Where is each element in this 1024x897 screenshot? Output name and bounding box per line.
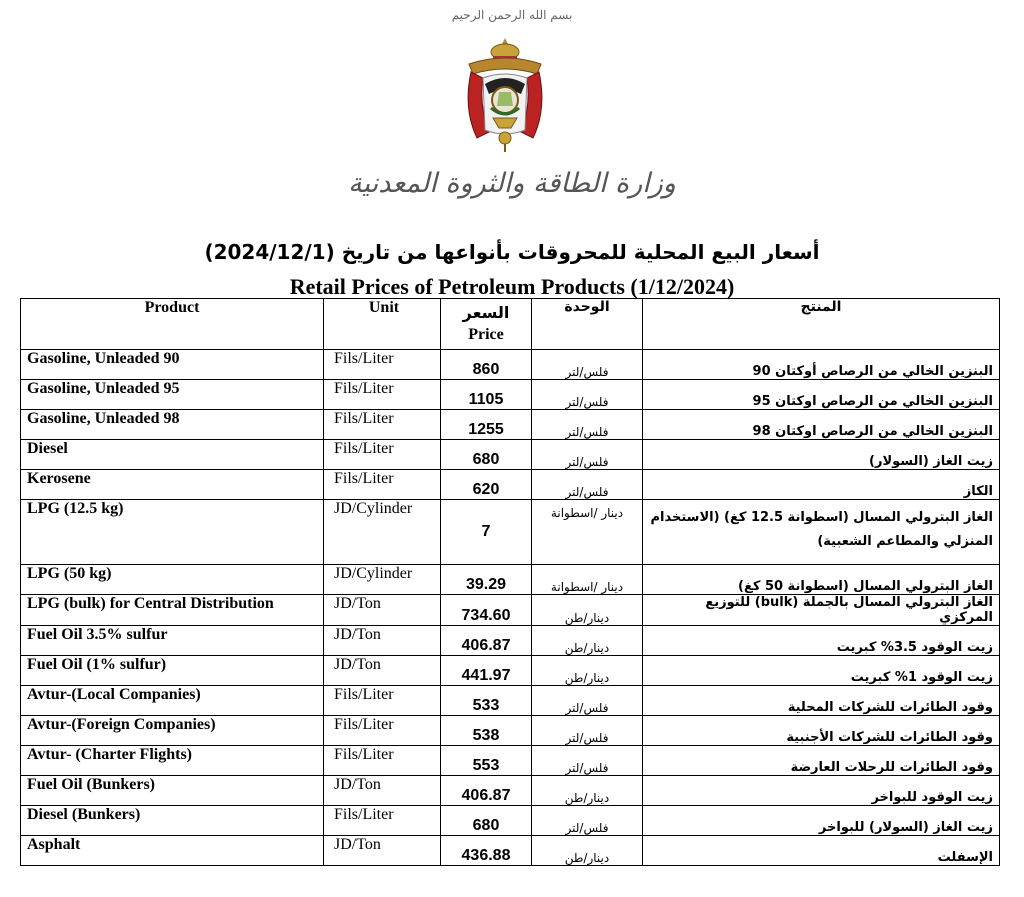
table-row — [21, 656, 1000, 686]
table-row — [21, 410, 1000, 440]
product-arabic-cell: الكاز — [643, 470, 1000, 500]
table-header-row — [21, 299, 1000, 350]
price-cell: 1105 — [441, 380, 532, 410]
unit-arabic-cell: فلس/لتر — [532, 440, 643, 470]
product-arabic-cell: البنزين الخالي من الرصاص اوكتان 95 — [643, 380, 1000, 410]
unit-cell: Fils/Liter — [324, 716, 441, 746]
product-cell: Fuel Oil (1% sulfur) — [21, 656, 324, 686]
unit-arabic-cell: دينار/طن — [532, 656, 643, 686]
product-cell: Diesel (Bunkers) — [21, 806, 324, 836]
product-arabic-cell: الإسفلت — [643, 836, 1000, 866]
product-cell: Gasoline, Unleaded 90 — [21, 350, 324, 380]
product-arabic-cell: وقود الطائرات للشركات المحلية — [643, 686, 1000, 716]
unit-arabic-cell: فلس/لتر — [532, 686, 643, 716]
unit-cell: JD/Ton — [324, 626, 441, 656]
document-title-arabic: أسعار البيع المحلية للمحروقات بأنواعها من تاريخ (2024/12/1) — [204, 240, 820, 264]
unit-cell: Fils/Liter — [324, 440, 441, 470]
product-arabic-cell: زيت الوقود للبواخر — [643, 776, 1000, 806]
price-cell: 538 — [441, 716, 532, 746]
price-cell: 441.97 — [441, 656, 532, 686]
unit-arabic-cell: فلس/لتر — [532, 716, 643, 746]
price-cell: 533 — [441, 686, 532, 716]
product-cell: LPG (bulk) for Central Distribution — [21, 595, 324, 626]
product-cell: Avtur-(Local Companies) — [21, 686, 324, 716]
product-cell: LPG (12.5 kg) — [21, 500, 324, 565]
unit-arabic-cell: فلس/لتر — [532, 746, 643, 776]
letterhead — [0, 0, 1024, 235]
header-price — [441, 299, 532, 350]
table-row — [21, 626, 1000, 656]
unit-arabic-cell: فلس/لتر — [532, 410, 643, 440]
price-cell: 406.87 — [441, 626, 532, 656]
unit-cell: JD/Ton — [324, 776, 441, 806]
unit-cell: Fils/Liter — [324, 470, 441, 500]
prices-table — [20, 298, 1000, 866]
coat-of-arms-emblem — [455, 34, 555, 154]
unit-cell: Fils/Liter — [324, 686, 441, 716]
unit-cell: Fils/Liter — [324, 410, 441, 440]
product-cell: LPG (50 kg) — [21, 565, 324, 595]
product-cell: Kerosene — [21, 470, 324, 500]
basmala-text: بسم الله الرحمن الرحيم — [451, 8, 573, 22]
header-price-english: Price — [468, 326, 504, 343]
table-row — [21, 350, 1000, 380]
header-product-arabic: المنتج — [643, 299, 1000, 350]
product-arabic-cell: الغاز البترولي المسال بالجملة (bulk) للتوزيع المركزي — [643, 595, 1000, 626]
unit-cell: Fils/Liter — [324, 806, 441, 836]
product-arabic-cell: الغاز البترولي المسال (اسطوانة 50 كغ) — [643, 565, 1000, 595]
ministry-name: وزارة الطاقة والثروة المعدنية — [348, 168, 676, 199]
table-row — [21, 776, 1000, 806]
table-row — [21, 836, 1000, 866]
product-cell: Asphalt — [21, 836, 324, 866]
header-price-arabic: السعر — [462, 303, 510, 322]
product-arabic-cell: الغاز البترولي المسال (اسطوانة 12.5 كغ) (الاستخدام المنزلي والمطاعم الشعبية) — [643, 500, 1000, 565]
product-cell: Avtur-(Foreign Companies) — [21, 716, 324, 746]
unit-cell: Fils/Liter — [324, 746, 441, 776]
product-arabic-cell: البنزين الخالي من الرصاص اوكتان 98 — [643, 410, 1000, 440]
product-arabic-cell: زيت الغاز (السولار) للبواخر — [643, 806, 1000, 836]
document-title-english: Retail Prices of Petroleum Products (1/12/2024) — [289, 274, 735, 299]
price-cell: 553 — [441, 746, 532, 776]
unit-cell: JD/Cylinder — [324, 565, 441, 595]
header-unit: Unit — [324, 299, 441, 350]
unit-cell: JD/Ton — [324, 595, 441, 626]
unit-arabic-cell: فلس/لتر — [532, 380, 643, 410]
price-cell: 39.29 — [441, 565, 532, 595]
unit-cell: JD/Ton — [324, 836, 441, 866]
product-cell: Diesel — [21, 440, 324, 470]
price-cell: 436.88 — [441, 836, 532, 866]
unit-arabic-cell: فلس/لتر — [532, 350, 643, 380]
product-arabic-cell: زيت الوقود 3.5% كبريت — [643, 626, 1000, 656]
price-cell: 406.87 — [441, 776, 532, 806]
price-cell: 620 — [441, 470, 532, 500]
product-cell: Gasoline, Unleaded 95 — [21, 380, 324, 410]
table-row — [21, 806, 1000, 836]
table-row — [21, 565, 1000, 595]
product-arabic-cell: وقود الطائرات للرحلات العارضة — [643, 746, 1000, 776]
header-unit-arabic: الوحدة — [532, 299, 643, 350]
unit-arabic-cell: دينار /اسطوانة — [532, 565, 643, 595]
unit-arabic-cell: دينار/طن — [532, 595, 643, 626]
unit-arabic-cell: دينار/طن — [532, 776, 643, 806]
product-arabic-cell: وقود الطائرات للشركات الأجنبية — [643, 716, 1000, 746]
unit-cell: JD/Cylinder — [324, 500, 441, 565]
price-cell: 734.60 — [441, 595, 532, 626]
table-row — [21, 470, 1000, 500]
price-cell: 680 — [441, 440, 532, 470]
price-cell: 860 — [441, 350, 532, 380]
product-arabic-cell: زيت الوقود 1% كبريت — [643, 656, 1000, 686]
table-row — [21, 440, 1000, 470]
table-row — [21, 380, 1000, 410]
price-cell: 1255 — [441, 410, 532, 440]
product-cell: Avtur- (Charter Flights) — [21, 746, 324, 776]
header-product: Product — [21, 299, 324, 350]
table-row — [21, 716, 1000, 746]
table-row — [21, 746, 1000, 776]
unit-cell: Fils/Liter — [324, 380, 441, 410]
table-row — [21, 686, 1000, 716]
unit-arabic-cell: دينار/طن — [532, 626, 643, 656]
product-cell: Fuel Oil 3.5% sulfur — [21, 626, 324, 656]
price-cell: 680 — [441, 806, 532, 836]
product-arabic-cell: زيت الغاز (السولار) — [643, 440, 1000, 470]
unit-arabic-cell: دينار /اسطوانة — [532, 500, 643, 565]
unit-arabic-cell: دينار/طن — [532, 836, 643, 866]
unit-cell: JD/Ton — [324, 656, 441, 686]
table-row — [21, 595, 1000, 626]
unit-arabic-cell: فلس/لتر — [532, 806, 643, 836]
product-cell: Fuel Oil (Bunkers) — [21, 776, 324, 806]
unit-arabic-cell: فلس/لتر — [532, 470, 643, 500]
product-cell: Gasoline, Unleaded 98 — [21, 410, 324, 440]
product-arabic-cell: البنزين الخالي من الرصاص أوكتان 90 — [643, 350, 1000, 380]
price-cell: 7 — [441, 500, 532, 565]
unit-cell: Fils/Liter — [324, 350, 441, 380]
table-row — [21, 500, 1000, 565]
